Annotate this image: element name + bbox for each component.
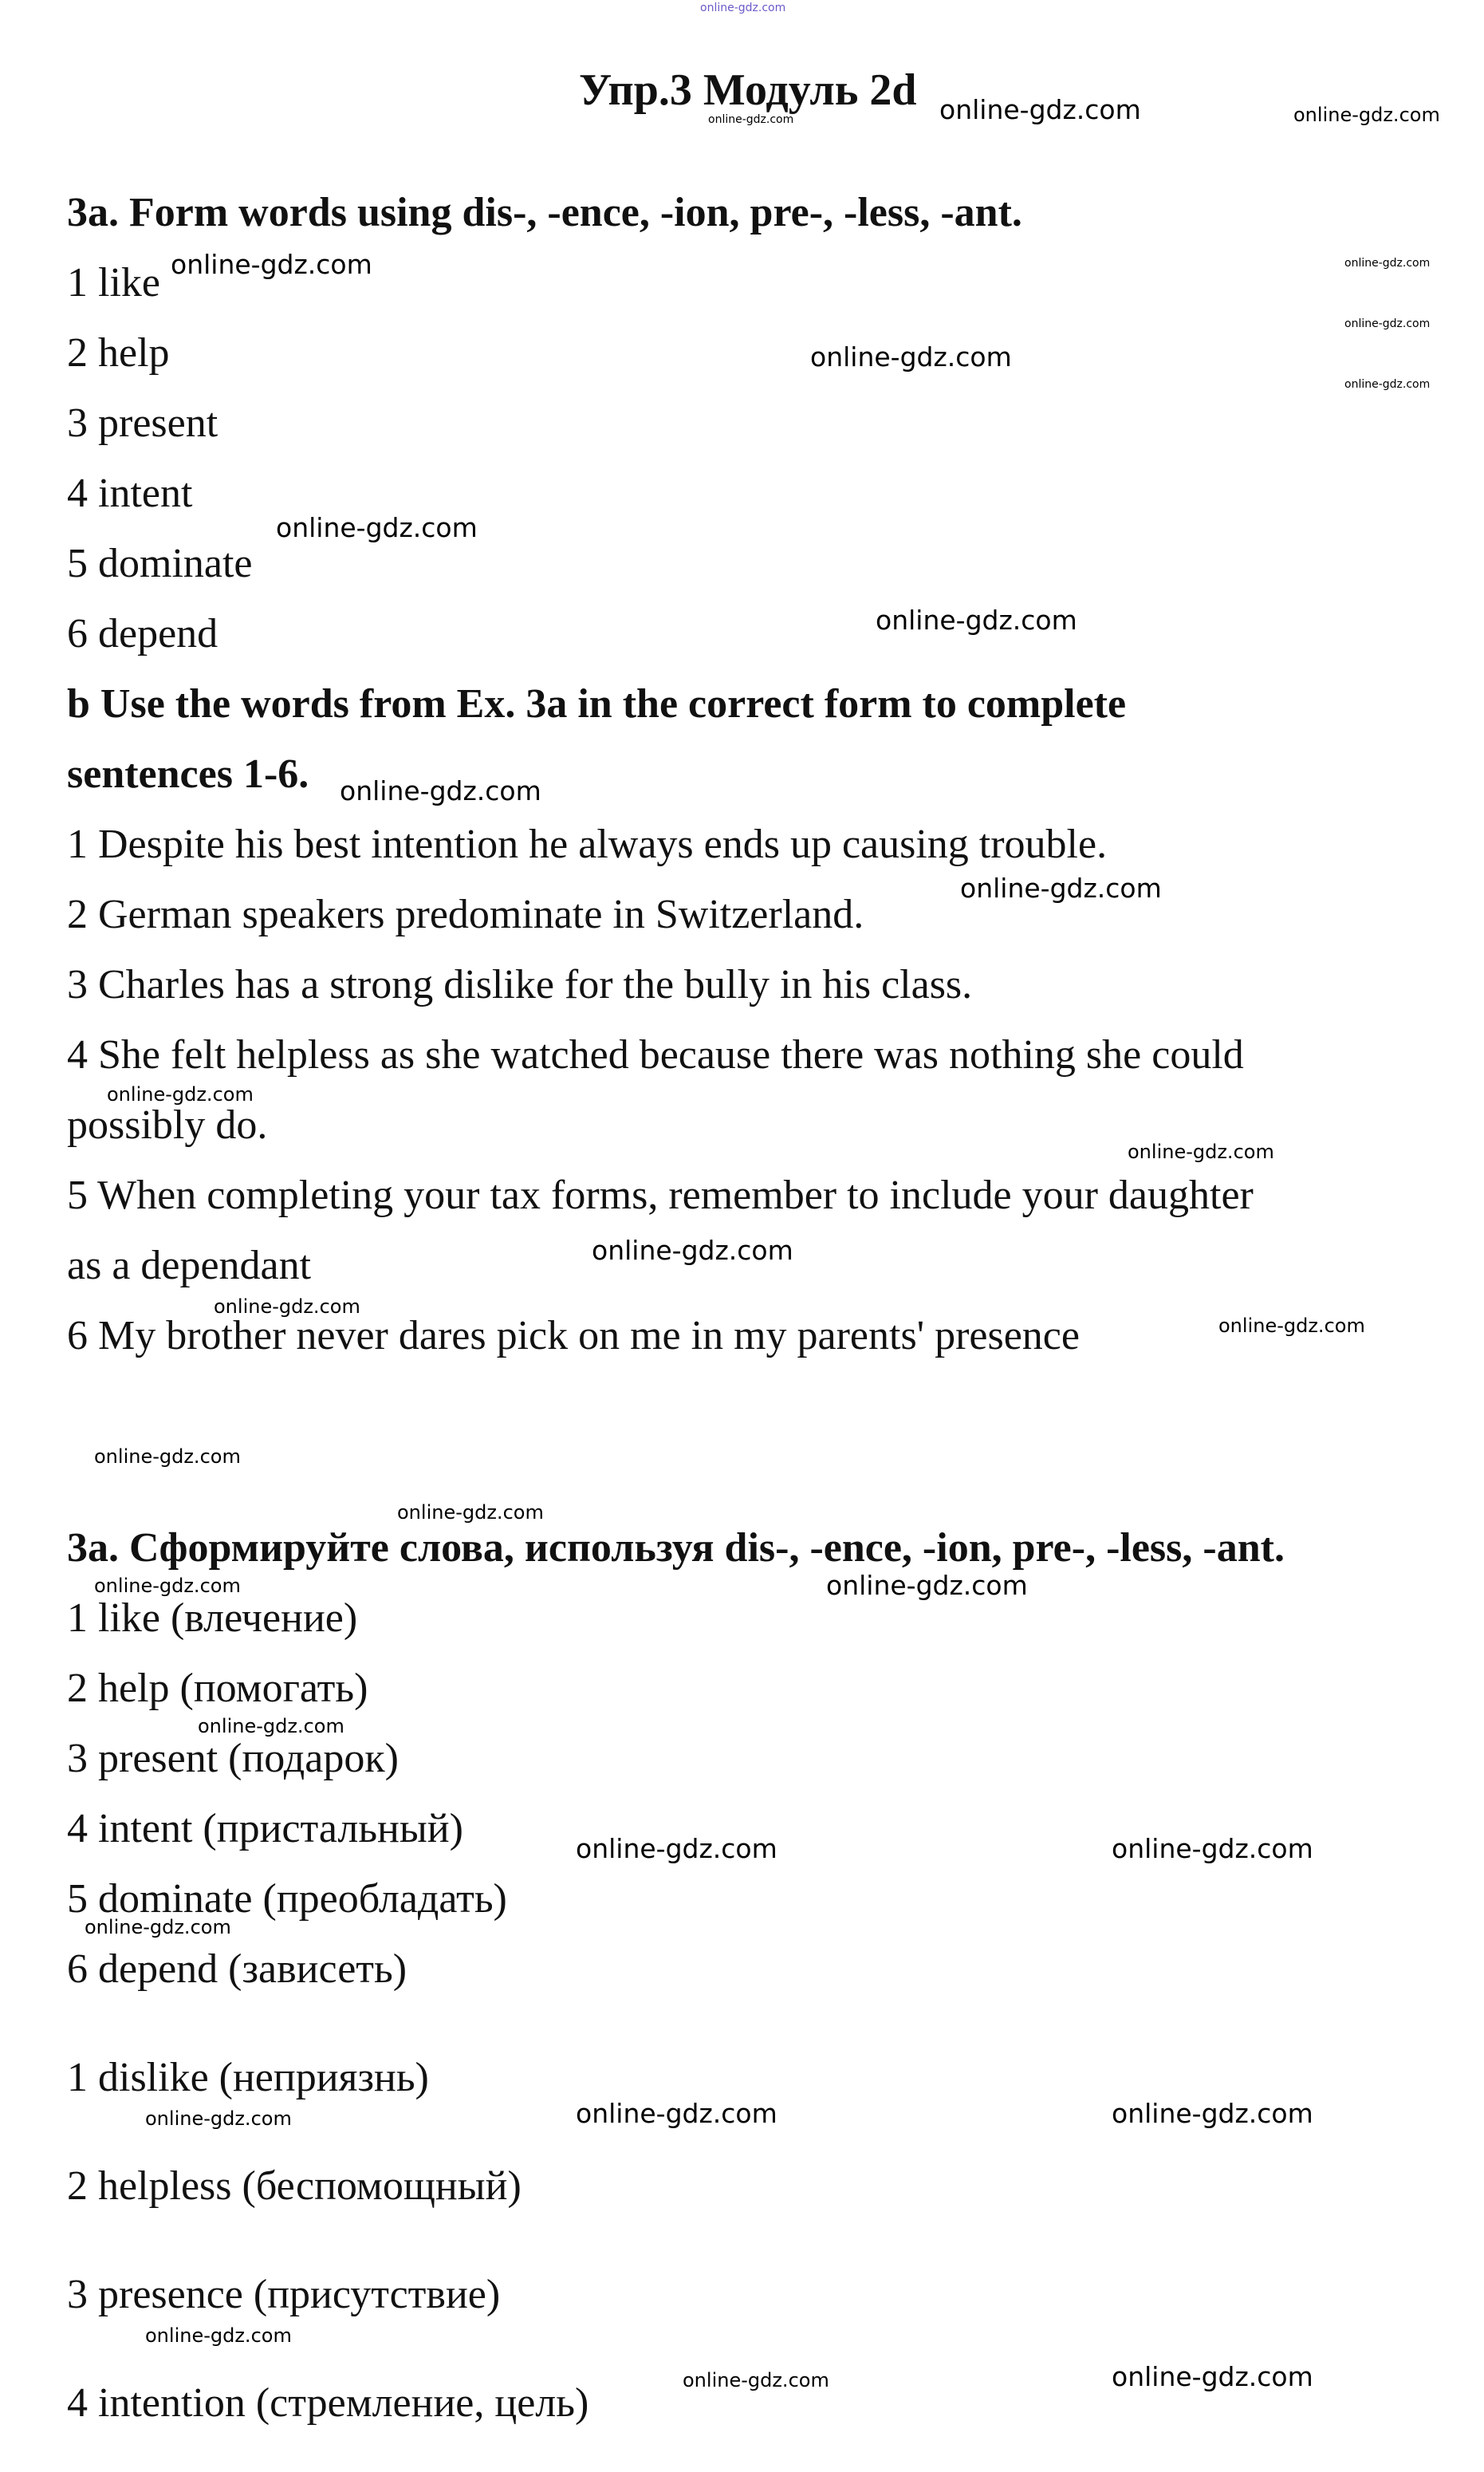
watermark: online-gdz.com [85,1916,231,1938]
watermark: online-gdz.com [592,1235,793,1266]
watermark: online-gdz.com [276,512,478,543]
exercise-a-item: 2 help [67,330,170,376]
watermark: online-gdz.com [397,1501,544,1524]
exercise-b-sentence: 1 Despite his best intention he always ends up causing trouble. [67,822,1108,867]
watermark: online-gdz.com [145,2107,292,2130]
watermark: online-gdz.com [1218,1315,1365,1337]
translation-a-item: 6 depend (зависеть) [67,1946,407,1992]
watermark: online-gdz.com [576,2098,777,2129]
exercise-b-sentence: possibly do. [67,1102,268,1148]
translation-a-heading: 3a. Сформируйте слова, используя dis-, -ence, -ion, pre-, -less, -ant. [67,1525,1285,1571]
translation-a-item: 5 dominate (преобладать) [67,1876,507,1922]
exercise-a-heading: 3a. Form words using dis-, -ence, -ion, pre-, -less, -ant. [67,190,1022,235]
watermark: online-gdz.com [1293,104,1440,126]
watermark: online-gdz.com [876,605,1077,636]
watermark: online-gdz.com [1344,257,1431,270]
translation-b-item: 4 intention (стремление, цель) [67,2380,589,2426]
translation-a-item: 1 like (влечение) [67,1595,358,1641]
watermark: online-gdz.com [939,94,1141,125]
exercise-a-item: 1 like [67,260,160,306]
translation-a-item: 2 help (помогать) [67,1666,368,1711]
watermark: online-gdz.com [810,341,1012,373]
exercise-a-item: 6 depend [67,611,218,656]
watermark: online-gdz.com [1344,378,1431,391]
exercise-b-sentence: 4 She felt helpless as she watched because there was nothing she could [67,1032,1244,1078]
watermark: online-gdz.com [700,2,786,14]
watermark: online-gdz.com [683,2369,829,2391]
exercise-a-item: 5 dominate [67,541,253,586]
exercise-b-sentence: as a dependant [67,1243,312,1288]
exercise-b-sentence: 5 When completing your tax forms, remember to include your daughter [67,1173,1254,1218]
watermark: online-gdz.com [1112,2098,1313,2129]
watermark: online-gdz.com [340,775,541,806]
exercise-b-sentence: 6 My brother never dares pick on me in my parents' presence [67,1313,1080,1358]
translation-a-item: 4 intent (пристальный) [67,1806,463,1851]
watermark: online-gdz.com [198,1715,344,1737]
watermark: online-gdz.com [171,249,372,280]
exercise-b-sentence: 2 German speakers predominate in Switzerland. [67,892,864,937]
exercise-b-heading: b Use the words from Ex. 3a in the correct form to complete [67,681,1127,727]
watermark: online-gdz.com [708,113,794,126]
watermark: online-gdz.com [94,1575,241,1597]
watermark: online-gdz.com [576,1833,777,1864]
exercise-b-heading: sentences 1-6. [67,751,309,797]
page-title: Упр.3 Модуль 2d [579,65,917,115]
exercise-a-item: 4 intent [67,471,193,516]
translation-b-item: 2 helpless (беспомощный) [67,2163,522,2209]
watermark: online-gdz.com [826,1570,1028,1601]
watermark: online-gdz.com [214,1295,360,1318]
watermark: online-gdz.com [107,1083,254,1106]
watermark: online-gdz.com [1112,2361,1313,2392]
translation-b-item: 1 dislike (неприязнь) [67,2055,429,2100]
watermark: online-gdz.com [960,873,1162,904]
watermark: online-gdz.com [1128,1141,1274,1163]
translation-b-item: 3 presence (присутствие) [67,2272,501,2317]
translation-a-item: 3 present (подарок) [67,1736,399,1781]
watermark: online-gdz.com [94,1445,241,1468]
watermark: online-gdz.com [1112,1833,1313,1864]
watermark: online-gdz.com [1344,317,1431,330]
exercise-b-sentence: 3 Charles has a strong dislike for the bully in his class. [67,962,973,1007]
watermark: online-gdz.com [145,2324,292,2347]
exercise-a-item: 3 present [67,400,218,446]
